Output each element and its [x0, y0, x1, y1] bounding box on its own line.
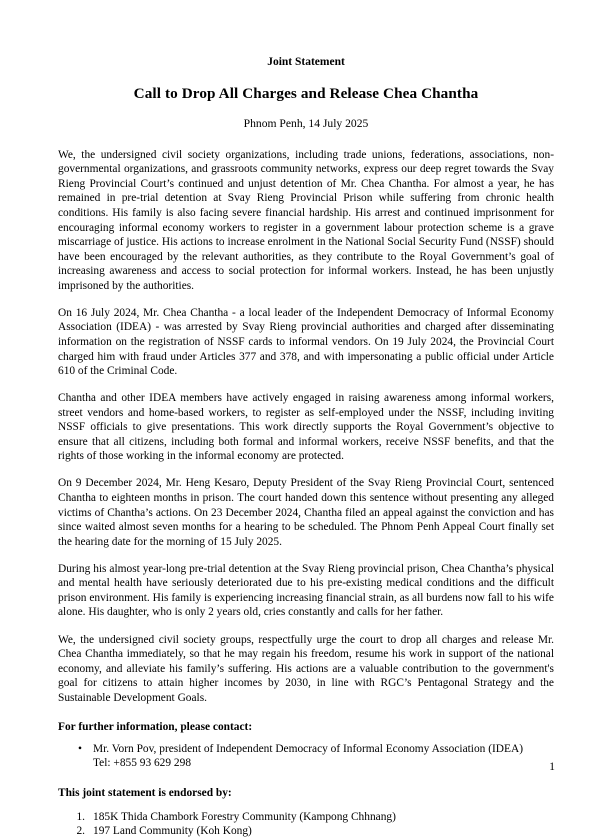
paragraph-3: Chantha and other IDEA members have actively engaged in raising awareness among informal workers, street vendors and home-based workers, to register as self-employed under the NSSF, including inviting NSSF officials to give presentations. This work directly supports the Royal Government’s objective to ensure that all citizens, including both formal and informal workers, receive NSSF benefits, and that the rights of those working in the informal economy are protected.	[58, 392, 554, 463]
contact-list	[58, 742, 554, 771]
list-item-label: 197 Land Community (Koh Kong)	[93, 825, 252, 838]
bullet-icon: •	[78, 742, 82, 755]
paragraph-2: On 16 July 2024, Mr. Chea Chantha - a local leader of the Independent Democracy of Informal Economy Association (IDEA) - was arrested by Svay Rieng provincial authorities and charged after disseminating information on the registration of NSSF cards to informal vendors. On 19 July 2024, the Provincial Court charged him with fraud under Articles 377 and 378, and with impersonating a public official under Article 610 of the Criminal Code.	[58, 306, 554, 378]
document-kicker: Joint Statement	[267, 56, 345, 68]
list-item-label: 185K Thida Chambork Forestry Community (Kampong Chhnang)	[93, 810, 396, 823]
paragraph-6: We, the undersigned civil society groups, respectfully urge the court to drop all charges and release Mr. Chea Chantha immediately, so that he may regain his freedom, resume his work in support of the national economy, and alleviate his family’s suffering. His actions are a valuable contribution to the government's goal for citizens to attain higher incomes by 2030, in line with RGC’s Pentagonal Strategy and the Sustainable Development Goals.	[58, 633, 554, 704]
list-item	[58, 824, 554, 839]
dateline: Phnom Penh, 14 July 2025	[243, 116, 369, 130]
contact-name: Mr. Vorn Pov, president of Independent Democracy of Informal Economy Association (IDEA)	[93, 742, 523, 755]
endorsement-list	[58, 810, 554, 839]
paragraph-4: On 9 December 2024, Mr. Heng Kesaro, Deputy President of the Svay Rieng Provincial Court, sentenced Chantha to eighteen months in prison. The court handed down this sentence without presenting any alleged victims of Chantha’s actions. On 23 December 2024, Chantha filed an appeal against the conviction and has since waited almost seven months for a hearing to be scheduled. The Phnom Penh Appeal Court finally set the hearing date for the morning of 15 July 2025.	[58, 477, 554, 548]
list-item-number: 2.	[76, 825, 85, 838]
list-item-number: 1.	[76, 810, 85, 823]
document-body	[58, 0, 554, 839]
paragraph-1: We, the undersigned civil society organizations, including trade unions, federations, associations, non-governmental organizations, and grassroots community networks, express our deep regret towards the Svay Rieng Provincial Court’s continued and unjust detention of Mr. Chea Chantha. For almost a year, he has remained in pre-trial detention at Svay Rieng Provincial Prison while suffering from chronic health conditions. His family is also facing severe financial hardship. His arrest and continued imprisonment for encouraging informal economy workers to register in a government labour protection scheme is a grave miscarriage of justice. His actions to increase enrolment in the National Social Security Fund (NSSF) should have been encouraged by the relevant authorities, as they contribute to the Royal Government’s goal of increasing awareness and access to social protection for informal workers. Instead, he has been unjustly imprisoned by the authorities.	[58, 148, 554, 292]
page-number: 1	[549, 760, 555, 773]
endorsement-section-heading: This joint statement is endorsed by:	[58, 787, 232, 800]
list-item	[58, 742, 554, 771]
paragraph-5: During his almost year-long pre-trial detention at the Svay Rieng provincial prison, Chea Chantha’s physical and mental health have seriously deteriorated due to his pre-existing medical conditions and the difficult prison environment. His family is experiencing increasing financial strain, as all burdens now fall to his wife alone. His daughter, who is only 2 years old, cries constantly and calls for her father.	[58, 562, 554, 619]
page-title: Call to Drop All Charges and Release Chea Chantha	[133, 84, 479, 102]
contact-section-heading: For further information, please contact:	[58, 721, 253, 734]
list-item	[58, 810, 554, 825]
contact-phone: Tel: +855 93 629 298	[93, 757, 192, 770]
